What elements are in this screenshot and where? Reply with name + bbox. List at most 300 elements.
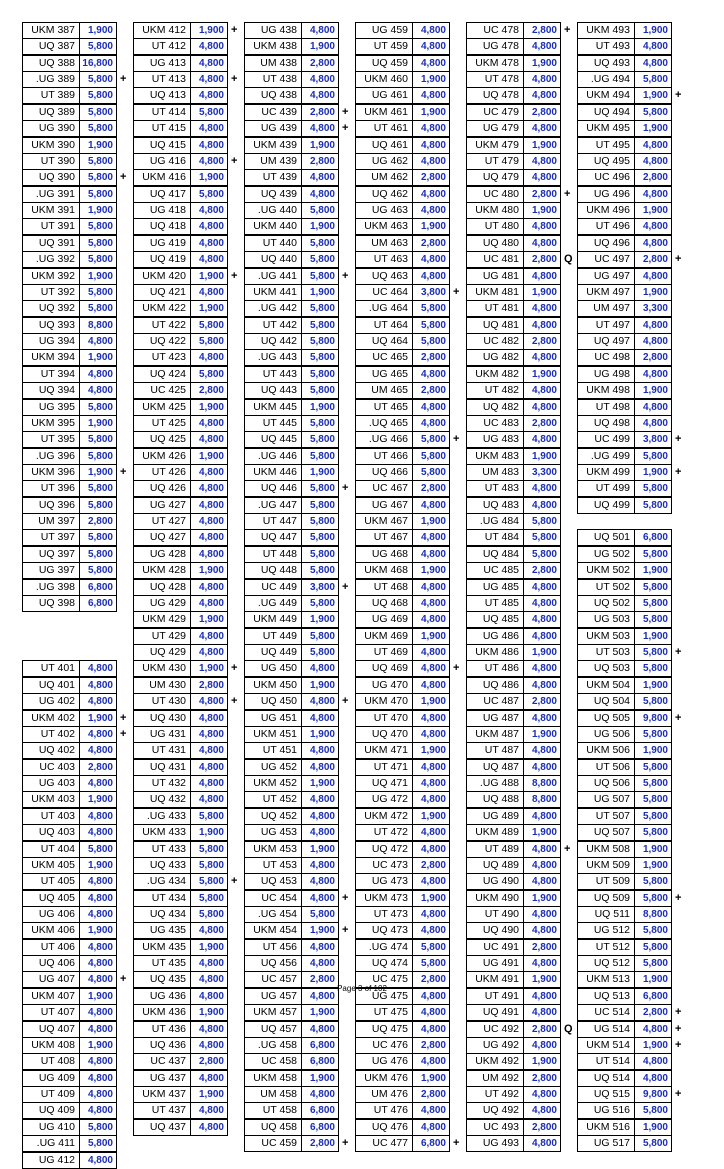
table-row [244, 1135, 349, 1152]
table-row [577, 366, 672, 383]
table-row [577, 710, 682, 727]
table-row [133, 726, 228, 743]
table-row [355, 317, 450, 334]
item-price: 1,900 [198, 401, 224, 413]
item-price: 3,800 [309, 581, 335, 593]
item-price: 5,800 [87, 221, 113, 233]
item-price: 4,800 [531, 958, 557, 970]
item-price: 5,800 [642, 499, 668, 511]
item-price: 5,800 [642, 876, 668, 888]
item-code: UQ 409 [23, 1103, 80, 1118]
item-code: UT 389 [23, 88, 80, 103]
item-code: UG 478 [467, 39, 524, 54]
table-row [355, 218, 450, 235]
item-code: UKM 467 [356, 514, 413, 529]
item-price: 5,800 [309, 565, 335, 577]
item-code: UKM 394 [23, 350, 80, 365]
table-row [244, 775, 339, 792]
item-code: UC 481 [467, 252, 524, 267]
item-price: 1,900 [87, 139, 113, 151]
table-row [577, 1021, 682, 1038]
item-price: 1,900 [198, 450, 224, 462]
item-price: 2,800 [420, 1039, 446, 1051]
table-row [22, 579, 117, 596]
table-row [133, 562, 228, 579]
item-price: 4,800 [87, 679, 113, 691]
table-row [577, 349, 672, 366]
item-code: UQ 503 [578, 661, 635, 676]
item-price: 16,800 [82, 57, 113, 69]
item-code: UQ 461 [356, 138, 413, 153]
table-row [133, 218, 228, 235]
item-code: UG 406 [23, 907, 80, 922]
item-code: UC 493 [467, 1120, 524, 1135]
table-row [133, 906, 228, 923]
item-price: 4,800 [198, 630, 224, 642]
table-row [355, 775, 450, 792]
item-price: 5,800 [198, 336, 224, 348]
item-price: 5,800 [309, 303, 335, 315]
item-code: UQ 446 [245, 481, 302, 496]
plus-marker-icon: + [675, 1088, 682, 1101]
item-price: 4,800 [420, 925, 446, 937]
item-price: 2,800 [531, 696, 557, 708]
table-row [22, 710, 127, 727]
item-code: UT 507 [578, 809, 635, 824]
item-price: 5,800 [309, 385, 335, 397]
item-price: 1,900 [198, 663, 224, 675]
table-row [577, 415, 672, 432]
item-code: UKM 390 [23, 138, 80, 153]
table-row [466, 333, 561, 350]
item-code: UQ 512 [578, 956, 635, 971]
table-row [22, 268, 117, 285]
table-row [355, 579, 450, 596]
item-code: UKM 478 [467, 56, 524, 71]
item-code: UG 395 [23, 400, 80, 415]
table-row [133, 104, 228, 121]
table-row [466, 693, 561, 710]
item-code: UQ 463 [356, 269, 413, 284]
table-row [22, 415, 117, 432]
item-code: UT 464 [356, 318, 413, 333]
item-price: 4,800 [531, 745, 557, 757]
item-code: UT 405 [23, 874, 80, 889]
item-price: 1,900 [531, 827, 557, 839]
item-code: UQ 486 [467, 678, 524, 693]
item-price: 1,900 [198, 827, 224, 839]
item-price: 6,800 [87, 597, 113, 609]
item-price: 5,800 [198, 319, 224, 331]
table-row [355, 251, 450, 268]
table-row [355, 841, 450, 858]
table-row [22, 955, 117, 972]
item-code: UG 490 [467, 874, 524, 889]
item-price: 4,800 [642, 417, 668, 429]
item-price: 4,800 [531, 401, 557, 413]
table-row [466, 186, 571, 203]
item-price: 1,900 [531, 286, 557, 298]
item-code: UG 507 [578, 792, 635, 807]
table-row [22, 906, 117, 923]
table-row [22, 497, 117, 514]
item-price: 5,800 [309, 270, 335, 282]
item-price: 4,800 [87, 892, 113, 904]
item-code: UG 481 [467, 269, 524, 284]
item-code: .UG 441 [245, 269, 302, 284]
item-code: UT 475 [356, 1005, 413, 1020]
table-row [355, 153, 450, 170]
table-row [577, 1102, 672, 1119]
table-row [22, 841, 117, 858]
item-code: UG 407 [23, 972, 80, 987]
table-row [355, 186, 450, 203]
item-price: 4,800 [531, 630, 557, 642]
table-row [22, 317, 117, 334]
item-code: UT 437 [134, 1103, 191, 1118]
table-row [244, 513, 339, 530]
item-price: 1,900 [531, 892, 557, 904]
item-price: 4,800 [420, 1056, 446, 1068]
table-row [466, 399, 561, 416]
item-price: 4,800 [531, 990, 557, 1002]
item-code: UKM 403 [23, 792, 80, 807]
item-code: .UG 389 [23, 72, 80, 87]
item-code: UQ 390 [23, 170, 80, 185]
item-code: UT 502 [578, 580, 635, 595]
item-code: UQ 471 [356, 776, 413, 791]
item-price: 2,800 [642, 1007, 668, 1019]
item-price: 4,800 [87, 1072, 113, 1084]
item-code: UC 479 [467, 105, 524, 120]
item-code: UQ 466 [356, 465, 413, 480]
item-price: 4,800 [87, 696, 113, 708]
table-row [22, 513, 117, 530]
table-row [355, 890, 450, 907]
item-code: UT 491 [467, 989, 524, 1004]
table-row [244, 660, 339, 677]
item-price: 4,800 [309, 745, 335, 757]
table-row [577, 922, 672, 939]
item-code: UKM 498 [578, 383, 635, 398]
item-price: 1,900 [309, 286, 335, 298]
item-code: UQ 398 [23, 596, 80, 611]
item-price: 4,800 [87, 958, 113, 970]
item-price: 5,800 [198, 810, 224, 822]
item-code: .UG 494 [578, 72, 635, 87]
table-row [244, 464, 339, 481]
item-code: UT 434 [134, 891, 191, 906]
item-price: 4,800 [309, 712, 335, 724]
item-price: 4,800 [642, 1056, 668, 1068]
plus-marker-icon: + [564, 187, 571, 200]
item-code: UT 430 [134, 694, 191, 709]
item-code: UKM 426 [134, 449, 191, 464]
table-row [577, 1070, 672, 1087]
item-price: 1,900 [198, 25, 224, 36]
item-price: 5,800 [309, 319, 335, 331]
item-code: UQ 429 [134, 645, 191, 660]
item-price: 4,800 [309, 859, 335, 871]
item-price: 4,800 [531, 172, 557, 184]
item-code: UG 512 [578, 923, 635, 938]
plus-marker-icon: + [675, 891, 682, 904]
item-code: UQ 393 [23, 318, 80, 333]
table-row [466, 513, 561, 530]
table-row [355, 808, 450, 825]
item-price: 4,800 [531, 712, 557, 724]
item-price: 1,900 [531, 368, 557, 380]
item-code: UT 395 [23, 432, 80, 447]
table-row [22, 22, 117, 39]
item-price: 4,800 [420, 876, 446, 888]
item-price: 4,800 [198, 466, 224, 478]
table-row [577, 660, 672, 677]
table-row [244, 841, 339, 858]
item-price: 5,800 [87, 188, 113, 200]
table-row [133, 644, 228, 661]
item-price: 4,800 [642, 1023, 668, 1035]
item-price: 6,800 [87, 581, 113, 593]
item-code: UQ 476 [356, 1120, 413, 1135]
table-row [355, 464, 450, 481]
item-code: UC 477 [356, 1136, 413, 1151]
table-row [133, 890, 228, 907]
table-row [466, 55, 561, 72]
item-price: 4,800 [420, 25, 446, 36]
table-row [22, 300, 117, 317]
item-price: 5,800 [642, 581, 668, 593]
plus-marker-icon: + [675, 89, 682, 102]
item-code: UT 391 [23, 219, 80, 234]
item-code: UC 439 [245, 105, 302, 120]
item-code: UG 473 [356, 874, 413, 889]
item-code: UT 483 [467, 481, 524, 496]
item-price: 4,800 [198, 155, 224, 167]
item-price: 2,800 [420, 1089, 446, 1101]
item-code: UQ 479 [467, 170, 524, 185]
item-price: 5,800 [642, 892, 668, 904]
table-row [133, 873, 238, 890]
item-price: 4,800 [531, 597, 557, 609]
item-price: 4,800 [198, 1072, 224, 1084]
plus-marker-icon: + [120, 711, 127, 724]
item-code: UKM 499 [578, 465, 635, 480]
table-row [577, 186, 672, 203]
table-row [133, 1021, 228, 1038]
table-row [244, 480, 349, 497]
item-price: 4,800 [531, 810, 557, 822]
item-code: UQ 504 [578, 694, 635, 709]
item-code: UG 502 [578, 547, 635, 562]
item-price: 5,800 [309, 647, 335, 659]
item-price: 5,800 [642, 827, 668, 839]
table-row [133, 497, 228, 514]
item-price: 1,900 [642, 1121, 668, 1133]
item-price: 9,800 [642, 1089, 668, 1101]
table-row [244, 251, 339, 268]
item-price: 4,800 [531, 1105, 557, 1117]
item-code: UQ 450 [245, 694, 302, 709]
item-price: 8,800 [642, 908, 668, 920]
item-code: UKM 487 [467, 727, 524, 742]
item-code: UT 472 [356, 825, 413, 840]
item-price: 5,800 [87, 90, 113, 102]
table-row [244, 1070, 339, 1087]
table-row [577, 1086, 682, 1103]
item-price: 4,800 [420, 205, 446, 217]
table-row [355, 349, 450, 366]
item-code: UKM 514 [578, 1038, 635, 1053]
item-code: UQ 392 [23, 301, 80, 316]
item-code: UG 462 [356, 154, 413, 169]
item-price: 4,800 [531, 1138, 557, 1150]
item-code: UG 476 [356, 1054, 413, 1069]
item-price: 4,800 [531, 581, 557, 593]
table-row [577, 382, 672, 399]
item-code: UC 403 [23, 760, 80, 775]
item-code: UT 458 [245, 1103, 302, 1118]
item-price: 4,800 [198, 958, 224, 970]
item-price: 4,800 [531, 385, 557, 397]
item-code: UQ 473 [356, 923, 413, 938]
table-row [466, 497, 561, 514]
table-row [355, 955, 450, 972]
item-code: UT 422 [134, 318, 191, 333]
item-price: 2,800 [531, 336, 557, 348]
item-price: 5,800 [309, 254, 335, 266]
table-row [577, 906, 672, 923]
item-code: .UG 442 [245, 301, 302, 316]
item-code: UG 472 [356, 792, 413, 807]
item-price: 5,800 [309, 417, 335, 429]
item-price: 1,900 [309, 1007, 335, 1019]
item-price: 4,800 [642, 319, 668, 331]
item-price: 4,800 [309, 123, 335, 135]
item-price: 4,800 [309, 810, 335, 822]
item-code: UKM 458 [245, 1071, 302, 1086]
item-price: 4,800 [420, 663, 446, 675]
item-price: 4,800 [420, 155, 446, 167]
table-row [22, 399, 117, 416]
item-code: UT 443 [245, 367, 302, 382]
item-price: 4,800 [531, 74, 557, 86]
item-code: UT 402 [23, 727, 80, 742]
item-price: 1,900 [87, 990, 113, 1002]
table-row [577, 841, 672, 858]
table-row [133, 1070, 228, 1087]
item-code: UQ 447 [245, 530, 302, 545]
table-row [244, 546, 339, 563]
table-row [244, 268, 349, 285]
item-code: UG 397 [23, 563, 80, 578]
table-row [244, 399, 339, 416]
item-code: UG 514 [578, 1022, 635, 1037]
item-price: 4,800 [87, 778, 113, 790]
table-row [133, 22, 238, 39]
item-code: UQ 397 [23, 547, 80, 562]
item-code: UKM 468 [356, 563, 413, 578]
item-price: 4,800 [420, 1105, 446, 1117]
item-code: UG 468 [356, 547, 413, 562]
item-price: 5,800 [198, 843, 224, 855]
item-price: 4,800 [642, 221, 668, 233]
item-price: 1,900 [87, 794, 113, 806]
item-code: UG 412 [23, 1153, 80, 1168]
item-price: 6,800 [642, 532, 668, 544]
table-row [133, 824, 228, 841]
item-price: 4,800 [531, 859, 557, 871]
item-code: UQ 456 [245, 956, 302, 971]
item-code: UG 489 [467, 809, 524, 824]
table-row [22, 562, 117, 579]
item-code: UKM 425 [134, 400, 191, 415]
table-row [133, 349, 228, 366]
item-price: 5,800 [198, 892, 224, 904]
item-code: UKM 446 [245, 465, 302, 480]
table-row [244, 628, 339, 645]
item-code: UT 456 [245, 940, 302, 955]
table-row [22, 366, 117, 383]
item-price: 5,800 [642, 778, 668, 790]
item-price: 5,800 [642, 597, 668, 609]
table-row [466, 1102, 561, 1119]
item-price: 1,900 [198, 270, 224, 282]
table-row [244, 104, 349, 121]
item-code: UT 514 [578, 1054, 635, 1069]
item-code: UG 483 [467, 432, 524, 447]
table-row [577, 890, 682, 907]
item-price: 5,800 [309, 352, 335, 364]
item-code: UKM 405 [23, 858, 80, 873]
item-price: 5,800 [87, 172, 113, 184]
table-row [22, 1135, 117, 1152]
item-price: 4,800 [198, 352, 224, 364]
table-row [577, 202, 672, 219]
table-row [577, 873, 672, 890]
plus-marker-icon: + [453, 662, 460, 675]
item-price: 2,800 [531, 417, 557, 429]
table-row [133, 87, 228, 104]
item-price: 4,800 [309, 172, 335, 184]
item-price: 4,800 [531, 123, 557, 135]
table-row [244, 906, 339, 923]
table-row [244, 235, 339, 252]
table-row [577, 791, 672, 808]
item-code: UG 467 [356, 498, 413, 513]
item-code: UT 453 [245, 858, 302, 873]
item-price: 4,800 [531, 221, 557, 233]
item-code: UKM 453 [245, 842, 302, 857]
item-code: UQ 497 [578, 334, 635, 349]
item-price: 5,800 [87, 106, 113, 118]
item-code: UG 453 [245, 825, 302, 840]
table-row [22, 791, 117, 808]
item-price: 4,800 [420, 417, 446, 429]
item-price: 4,800 [531, 499, 557, 511]
table-row [133, 710, 228, 727]
item-code: UQ 457 [245, 1022, 302, 1037]
item-price: 1,900 [642, 843, 668, 855]
item-code: .UG 391 [23, 187, 80, 202]
item-price: 2,800 [87, 761, 113, 773]
item-code: UG 485 [467, 580, 524, 595]
table-row [466, 268, 561, 285]
table-row [244, 742, 339, 759]
item-price: 1,900 [531, 57, 557, 69]
table-row [244, 497, 339, 514]
item-code: UT 461 [356, 121, 413, 136]
